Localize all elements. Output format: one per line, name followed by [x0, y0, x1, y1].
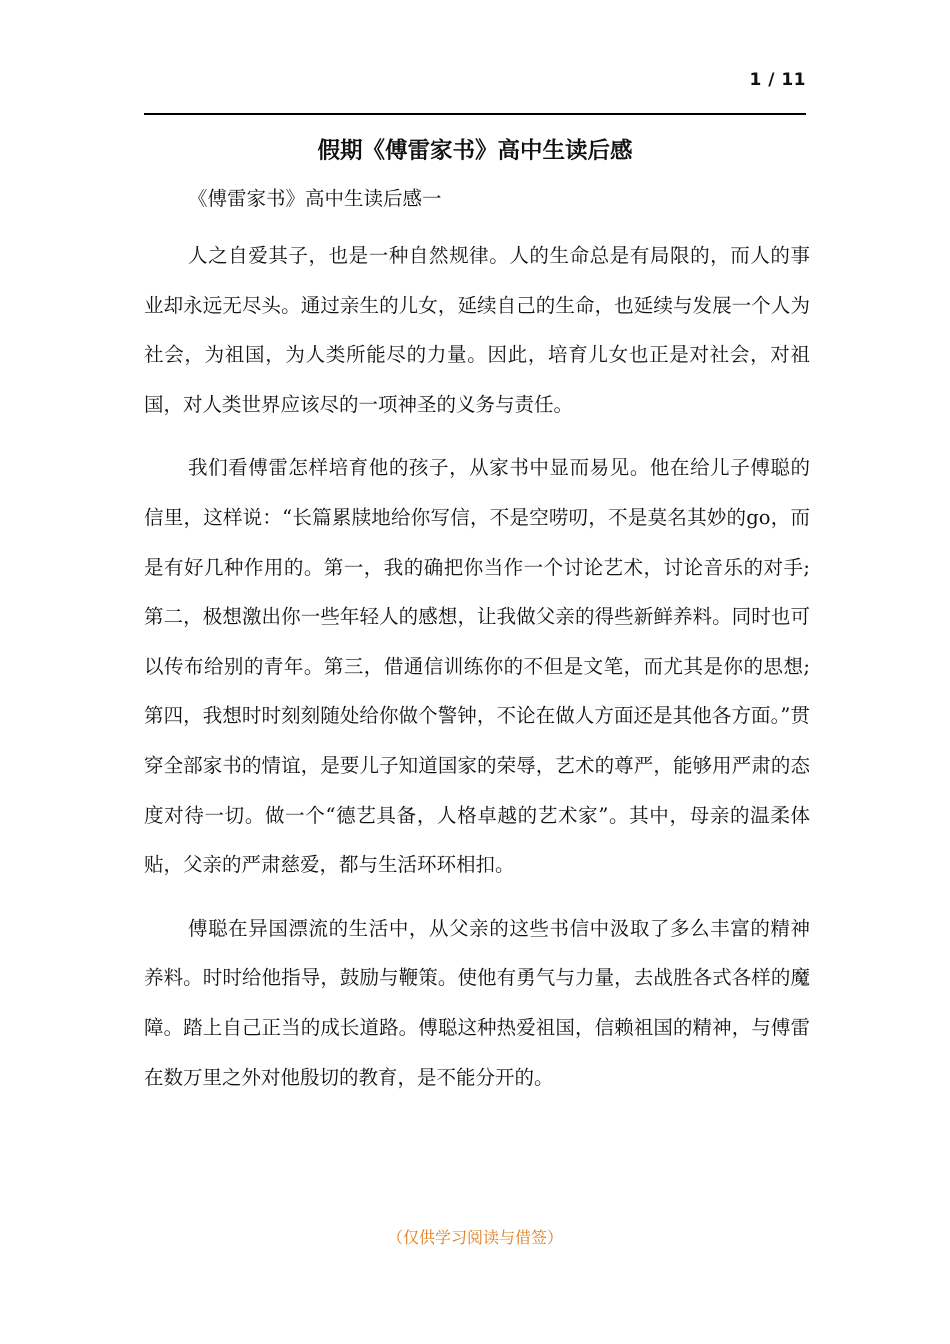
document-title: 假期《傅雷家书》高中生读后感 [317, 138, 633, 164]
header-divider [144, 113, 806, 115]
paragraph-3: 傅聪在异国漂流的生活中，从父亲的这些书信中汲取了多么丰富的精神养料。时时给他指导，鼓励与鞭策。使他有勇气与力量，去战胜各式各样的魔障。踏上自己正当的成长道路。傅聪这种热爱祖国，信赖祖国的精神，与傅雷在数万里之外对他殷切的教育，是不能分开的。 [144, 916, 810, 1089]
document-subtitle: 《傅雷家书》高中生读后感一 [188, 187, 442, 210]
page-number: 1 / 11 [749, 70, 806, 90]
paragraph-2: 我们看傅雷怎样培育他的孩子，从家书中显而易见。他在给儿子傅聪的信里，这样说：“长篇累牍地给你写信，不是空唠叨，不是莫名其妙的go，而是有好几种作用的。第一，我的确把你当作一个讨论艺术，讨论音乐的对手;第二，极想激出你一些年轻人的感想，让我做父亲的得些新鲜养料。同时也可以传布给别的青年。第三，借通信训练你的不但是文笔，而尤其是你的思想;第四，我想时时刻刻随处给你做个警钟，不论在做人方面还是其他各方面。”贯穿全部家书的情谊，是要儿子知道国家的荣辱，艺术的尊严，能够用严肃的态度对待一切。做一个“德艺具备，人格卓越的艺术家”。其中，母亲的温柔体贴，父亲的严肃慈爱，都与生活环环相扣。 [144, 456, 810, 877]
document-body [144, 181, 810, 1102]
paragraph-1: 人之自爱其子，也是一种自然规律。人的生命总是有局限的，而人的事业却永远无尽头。通过亲生的儿女，延续自己的生命，也延续与发展一个人为社会，为祖国，为人类所能尽的力量。因此，培育儿女也正是对社会，对祖国，对人类世界应该尽的一项神圣的义务与责任。 [144, 244, 810, 416]
footer-note: （仅供学习阅读与借签） [386, 1228, 563, 1247]
